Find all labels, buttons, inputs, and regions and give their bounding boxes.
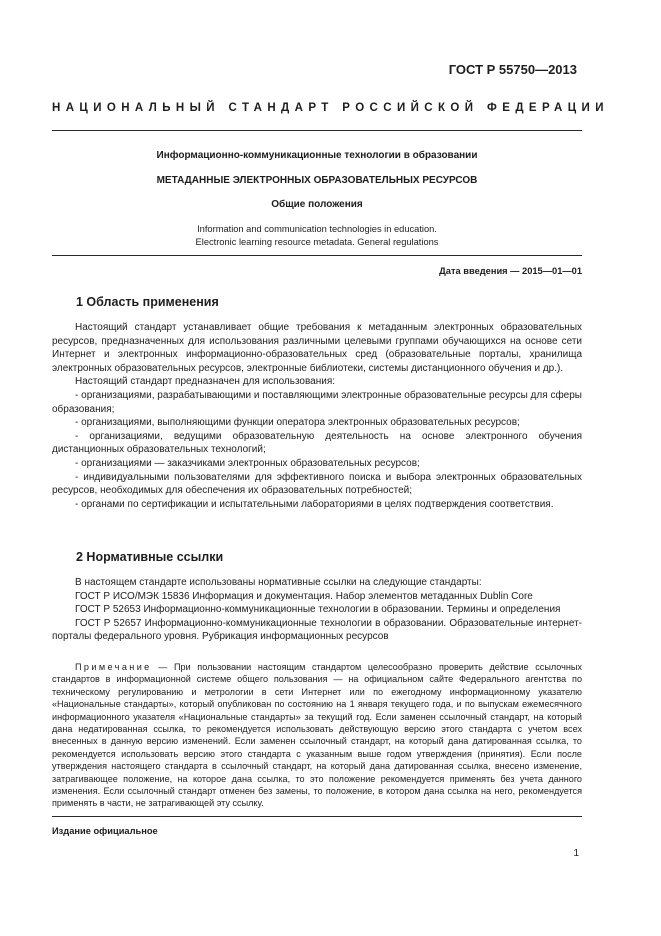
section2-intro: В настоящем стандарте использованы нормативные ссылки на следующие стандарты:	[75, 577, 482, 588]
subtitle: Общие положения	[271, 199, 363, 210]
section1-body	[52, 321, 582, 511]
note-text: — При пользовании настоящим стандартом целесообразно проверить действие ссылочных стандартов в информационной системе общего пользования — на официальном сайте Федерального агентства по техническому регулированию и метрологии в сети Интернет или по ежегодному информационному указателю «Национальные стандарты», который опубликован по состоянию на 1 января текущего года, и по выпускам ежемесячного информационного указателя «Национальные стандарты» за текущий год. Если заменен ссылочный стандарт, на который дана недатированная ссылка, то рекомендуется использовать действующую версию этого стандарта с учетом всех внесенных в данную версию изменений. Если заменен ссылочный стандарт, на который дана датированная ссылка, то рекомендуется использовать версию этого стандарта с указанным выше годом утверждения (принятия). Если после утверждения настоящего стандарта в ссылочный стандарт, на который дана датированная ссылка, внесено изменение, затрагивающее положение, на которое дана ссылка, то это положение рекомендуется применять без учета данного изменения. Если ссылочный стандарт отменен без замены, то положение, в котором дана ссылка на него, рекомендуется применять в части, не затрагивающей эту ссылку.	[52, 662, 582, 809]
edition-label: Издание официальное	[52, 826, 158, 836]
note-label: Примечание	[75, 662, 152, 672]
title-divider	[52, 255, 582, 256]
english-title-line1: Information and communication technologies in education.	[197, 224, 437, 234]
list-item: - организациями, ведущими образовательную деятельность на основе электронного обучения дистанционных образовательных технологий;	[52, 430, 582, 456]
field-title: Информационно-коммуникационные технологии в образовании	[156, 150, 478, 161]
reference-item: ГОСТ Р 52657 Информационно-коммуникационные технологии в образовании. Образовательные интернет-порталы федерального уровня. Рубрикация информационных ресурсов	[52, 617, 582, 643]
national-standard-banner: НАЦИОНАЛЬНЫЙ СТАНДАРТ РОССИЙСКОЙ ФЕДЕРАЦИИ	[52, 102, 609, 114]
standard-code: ГОСТ Р 55750—2013	[448, 62, 577, 77]
list-item: - организациями, разрабатывающими и поставляющими электронные образовательные ресурсы для сферы образования;	[52, 389, 582, 415]
top-divider	[52, 130, 582, 131]
english-title-line2: Electronic learning resource metadata. General regulations	[195, 237, 439, 247]
list-item: - органами по сертификации и испытательными лабораториями в целях подтверждения соответствия.	[75, 498, 554, 510]
main-title: МЕТАДАННЫЕ ЭЛЕКТРОННЫХ ОБРАЗОВАТЕЛЬНЫХ РЕСУРСОВ	[156, 175, 478, 186]
section1-paragraph: Настоящий стандарт предназначен для использования:	[75, 376, 336, 388]
list-item: - организациями — заказчиками электронных образовательных ресурсов;	[75, 457, 420, 469]
footer-divider	[52, 816, 582, 817]
reference-item: ГОСТ Р ИСО/МЭК 15836 Информация и документация. Набор элементов метаданных Dublin Core	[75, 590, 533, 602]
list-item: - индивидуальными пользователями для эффективного поиска и выбора электронных образовательных ресурсов, необходимых для обеспечения их образовательных потребностей;	[52, 471, 582, 497]
section2-heading: 2 Нормативные ссылки	[76, 550, 224, 564]
list-item: - организациями, выполняющими функции оператора электронных образовательных ресурсов;	[75, 417, 520, 429]
section2-body	[52, 576, 582, 644]
section1-paragraph: Настоящий стандарт устанавливает общие требования к метаданным электронных образовательных ресурсов, предназначенных для использования различными целевыми группами обучающихся на основе сети Интернет и электронных информационно-образовательных сред (образовательные порталы, хранилища электронных образовательных ресурсов, электронные библиотеки, системы дистанционного обучения и др.).	[52, 322, 582, 374]
page-number: 1	[573, 848, 579, 859]
note-block	[52, 661, 582, 810]
section1-heading: 1 Область применения	[76, 295, 219, 309]
introduction-date: Дата введения — 2015—01—01	[439, 266, 582, 276]
reference-item: ГОСТ Р 52653 Информационно-коммуникационные технологии в образовании. Термины и определения	[75, 604, 561, 616]
